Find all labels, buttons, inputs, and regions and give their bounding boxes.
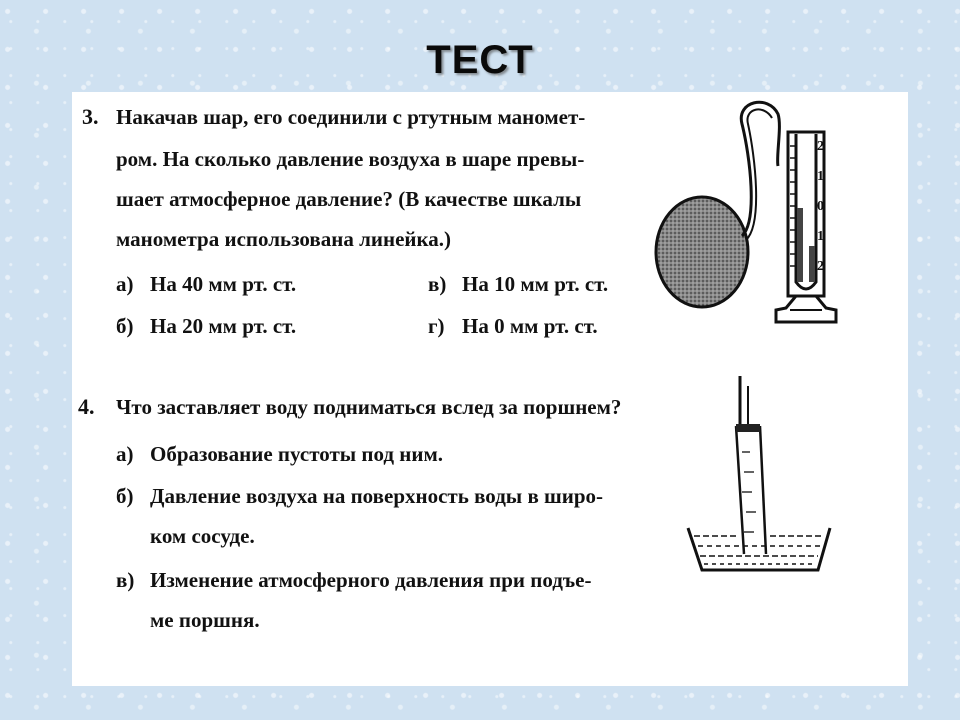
tube-right-wall [760, 426, 766, 554]
question-3-option-v [428, 272, 608, 297]
question-3-line-2: ром. На сколько давление воздуха в шаре превы- [116, 147, 585, 171]
manometer-figure [650, 96, 840, 332]
question-3-option-a [116, 272, 296, 297]
option-key: а) [116, 442, 134, 466]
question-4-option-b [116, 484, 603, 509]
piston-vessel-figure [684, 374, 834, 584]
option-key: б) [116, 314, 134, 338]
question-3-line-3: шает атмосферное давление? (В качестве шкалы [116, 187, 582, 211]
option-text: На 40 мм рт. ст. [150, 272, 297, 296]
option-text: Образование пустоты под ним. [150, 442, 444, 466]
scale-label: 1 [817, 229, 824, 244]
page-title: ТЕСТ [426, 38, 534, 82]
scale-label: 0 [817, 199, 824, 214]
scale-label: 2 [817, 259, 824, 274]
question-4-option-a [116, 442, 443, 467]
option-key: в) [116, 568, 135, 592]
option-key: б) [116, 484, 134, 508]
question-3-option-g [428, 314, 598, 339]
option-text: На 20 мм рт. ст. [150, 314, 297, 338]
question-3-line-4: манометра использована линейка.) [116, 227, 452, 251]
mercury-right [809, 246, 815, 282]
question-3-option-b [116, 314, 296, 339]
question-4-option-b-continued: ком сосуде. [150, 524, 255, 548]
piston [736, 424, 760, 432]
question-4-text: Что заставляет воду подниматься вслед за поршнем? [116, 395, 622, 419]
question-4-number: 4. [78, 394, 95, 419]
option-text: На 10 мм рт. ст. [462, 272, 609, 296]
mercury-left [797, 208, 803, 282]
option-text: На 0 мм рт. ст. [462, 314, 598, 338]
option-text: Давление воздуха на поверхность воды в широ- [150, 484, 604, 508]
question-3-line-1: Накачав шар, его соединили с ртутным маномет- [116, 105, 586, 129]
option-key: в) [428, 272, 447, 296]
question-3-number: 3. [82, 104, 99, 129]
test-sheet [72, 92, 908, 686]
option-key: г) [428, 314, 445, 338]
water-surface [694, 536, 824, 564]
tube-left-wall [736, 426, 744, 554]
balloon [656, 197, 748, 307]
option-key: а) [116, 272, 134, 296]
scale-label: 2 [817, 139, 824, 154]
option-text: Изменение атмосферного давления при подъе- [150, 568, 592, 592]
scale-label: 1 [817, 169, 824, 184]
question-4-option-v [116, 568, 591, 593]
question-4-option-v-continued: ме поршня. [150, 608, 260, 632]
